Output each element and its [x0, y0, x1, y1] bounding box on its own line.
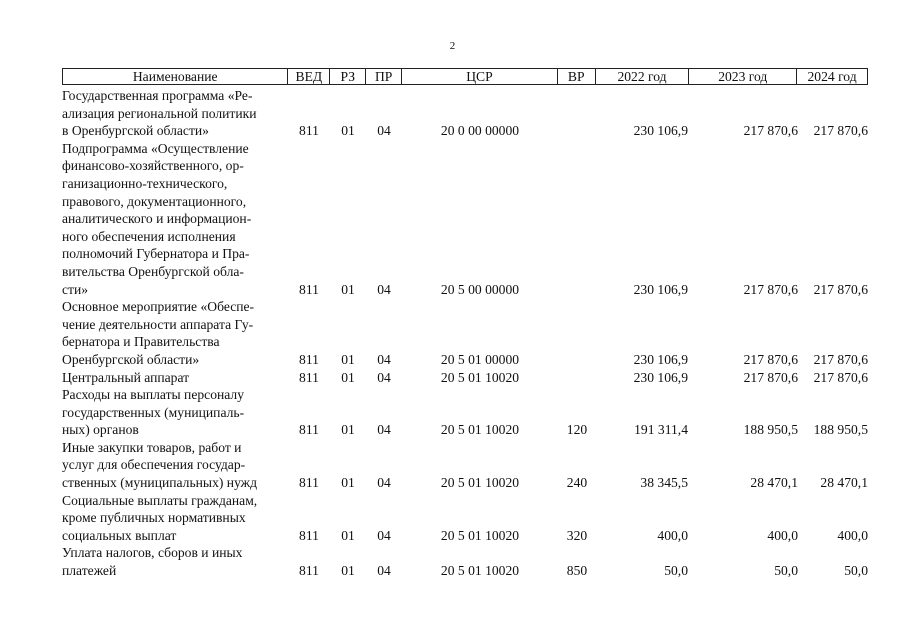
- cell-vr: 850: [566, 563, 588, 579]
- cell-csr: 20 5 00 00000: [440, 281, 520, 297]
- cell-ved: 811: [299, 281, 319, 297]
- cell-ved: 811: [299, 123, 319, 139]
- cell-rz: 01: [341, 123, 355, 139]
- cell-rz: 01: [341, 281, 355, 297]
- cell-2022: 38 345,5: [640, 475, 688, 491]
- table-row: [62, 140, 868, 298]
- header-ved: ВЕД: [288, 69, 330, 84]
- cell-rz: 01: [341, 527, 355, 543]
- cell-2024: 28 470,1: [820, 475, 868, 491]
- cell-rz: 01: [341, 369, 355, 385]
- table-row: [62, 439, 868, 492]
- cell-pr: 04: [377, 475, 391, 491]
- cell-ved: 811: [299, 351, 319, 367]
- cell-pr: 04: [377, 123, 391, 139]
- cell-2023: 217 870,6: [743, 351, 798, 367]
- cell-2022: 400,0: [657, 527, 688, 543]
- cell-2023: 50,0: [774, 563, 798, 579]
- cell-ved: 811: [299, 369, 319, 385]
- table-row: [62, 544, 868, 579]
- cell-rz: 01: [341, 422, 355, 438]
- cell-pr: 04: [377, 527, 391, 543]
- cell-2022: 191 311,4: [634, 422, 688, 438]
- table-row: [62, 369, 868, 387]
- header-2024: 2024 год: [807, 69, 857, 84]
- table-body: [62, 87, 868, 580]
- cell-name: Иные закупки товаров, работ и услуг для обеспечения государ- ственных (муниципальных) нужд: [62, 439, 257, 491]
- cell-csr: 20 5 01 10020: [440, 527, 520, 543]
- cell-2023: 217 870,6: [743, 123, 798, 139]
- cell-name: Центральный аппарат: [62, 369, 190, 385]
- cell-2022: 230 106,9: [633, 281, 688, 297]
- header-vr: ВР: [558, 69, 596, 84]
- cell-vr: 240: [566, 475, 588, 491]
- cell-csr: 20 5 01 10020: [440, 369, 520, 385]
- page-number: 2: [449, 40, 456, 52]
- header-name: Наименование: [63, 69, 288, 84]
- cell-2022: 230 106,9: [633, 123, 688, 139]
- cell-2022: 230 106,9: [633, 351, 688, 367]
- header-rz: РЗ: [330, 69, 366, 84]
- table-row: [62, 386, 868, 439]
- cell-csr: 20 5 01 10020: [440, 475, 520, 491]
- cell-ved: 811: [299, 475, 319, 491]
- cell-name: Государственная программа «Ре- ализация региональной политики в Оренбургской области»: [62, 88, 257, 139]
- cell-2024: 217 870,6: [813, 351, 868, 367]
- cell-rz: 01: [341, 475, 355, 491]
- cell-ved: 811: [299, 422, 319, 438]
- header-2023: 2023 год: [689, 69, 797, 84]
- cell-ved: 811: [299, 563, 319, 579]
- header-2022: 2022 год: [596, 69, 690, 84]
- cell-2024: 400,0: [837, 527, 868, 543]
- table-row: [62, 298, 868, 368]
- cell-2024: 217 870,6: [813, 123, 868, 139]
- cell-2024: 50,0: [844, 563, 868, 579]
- cell-2024: 217 870,6: [813, 369, 868, 385]
- cell-pr: 04: [377, 351, 391, 367]
- cell-name: Уплата налогов, сборов и иных платежей: [62, 545, 243, 579]
- cell-2023: 217 870,6: [743, 369, 798, 385]
- cell-ved: 811: [299, 527, 319, 543]
- cell-2023: 28 470,1: [750, 475, 798, 491]
- cell-vr: 120: [566, 422, 588, 438]
- cell-pr: 04: [377, 563, 391, 579]
- cell-2022: 230 106,9: [633, 369, 688, 385]
- header-pr: ПР: [366, 69, 402, 84]
- cell-2024: 217 870,6: [813, 281, 868, 297]
- cell-pr: 04: [377, 281, 391, 297]
- cell-2023: 400,0: [767, 527, 798, 543]
- cell-name: Расходы на выплаты персоналу государственных (муниципаль- ных) органов: [62, 387, 245, 438]
- cell-csr: 20 5 01 10020: [440, 563, 520, 579]
- cell-rz: 01: [341, 563, 355, 579]
- cell-vr: 320: [566, 527, 588, 543]
- cell-csr: 20 0 00 00000: [440, 123, 520, 139]
- cell-pr: 04: [377, 422, 391, 438]
- table-row: [62, 492, 868, 545]
- cell-2022: 50,0: [664, 563, 688, 579]
- cell-csr: 20 5 01 10020: [440, 422, 520, 438]
- cell-csr: 20 5 01 00000: [440, 351, 520, 367]
- cell-2023: 217 870,6: [743, 281, 798, 297]
- cell-2024: 188 950,5: [813, 422, 868, 438]
- cell-name: Основное мероприятие «Обеспе- чение деятельности аппарата Гу- бернатора и Правительства Оренбургской области»: [62, 299, 255, 367]
- table-row: [62, 87, 868, 140]
- table-header: [62, 68, 868, 85]
- cell-2023: 188 950,5: [743, 422, 798, 438]
- cell-name: Социальные выплаты гражданам, кроме публичных нормативных социальных выплат: [62, 492, 258, 543]
- cell-name: Подпрограмма «Осуществление финансово-хозяйственного, ор- ганизационно-технического, правового, документационного, аналитического и информацион- ного обеспечения исполнения полномочий Губернатора и Пра- вительства Оренбургской обла- сти»: [62, 140, 252, 297]
- cell-rz: 01: [341, 351, 355, 367]
- cell-pr: 04: [377, 369, 391, 385]
- header-csr: ЦСР: [402, 69, 558, 84]
